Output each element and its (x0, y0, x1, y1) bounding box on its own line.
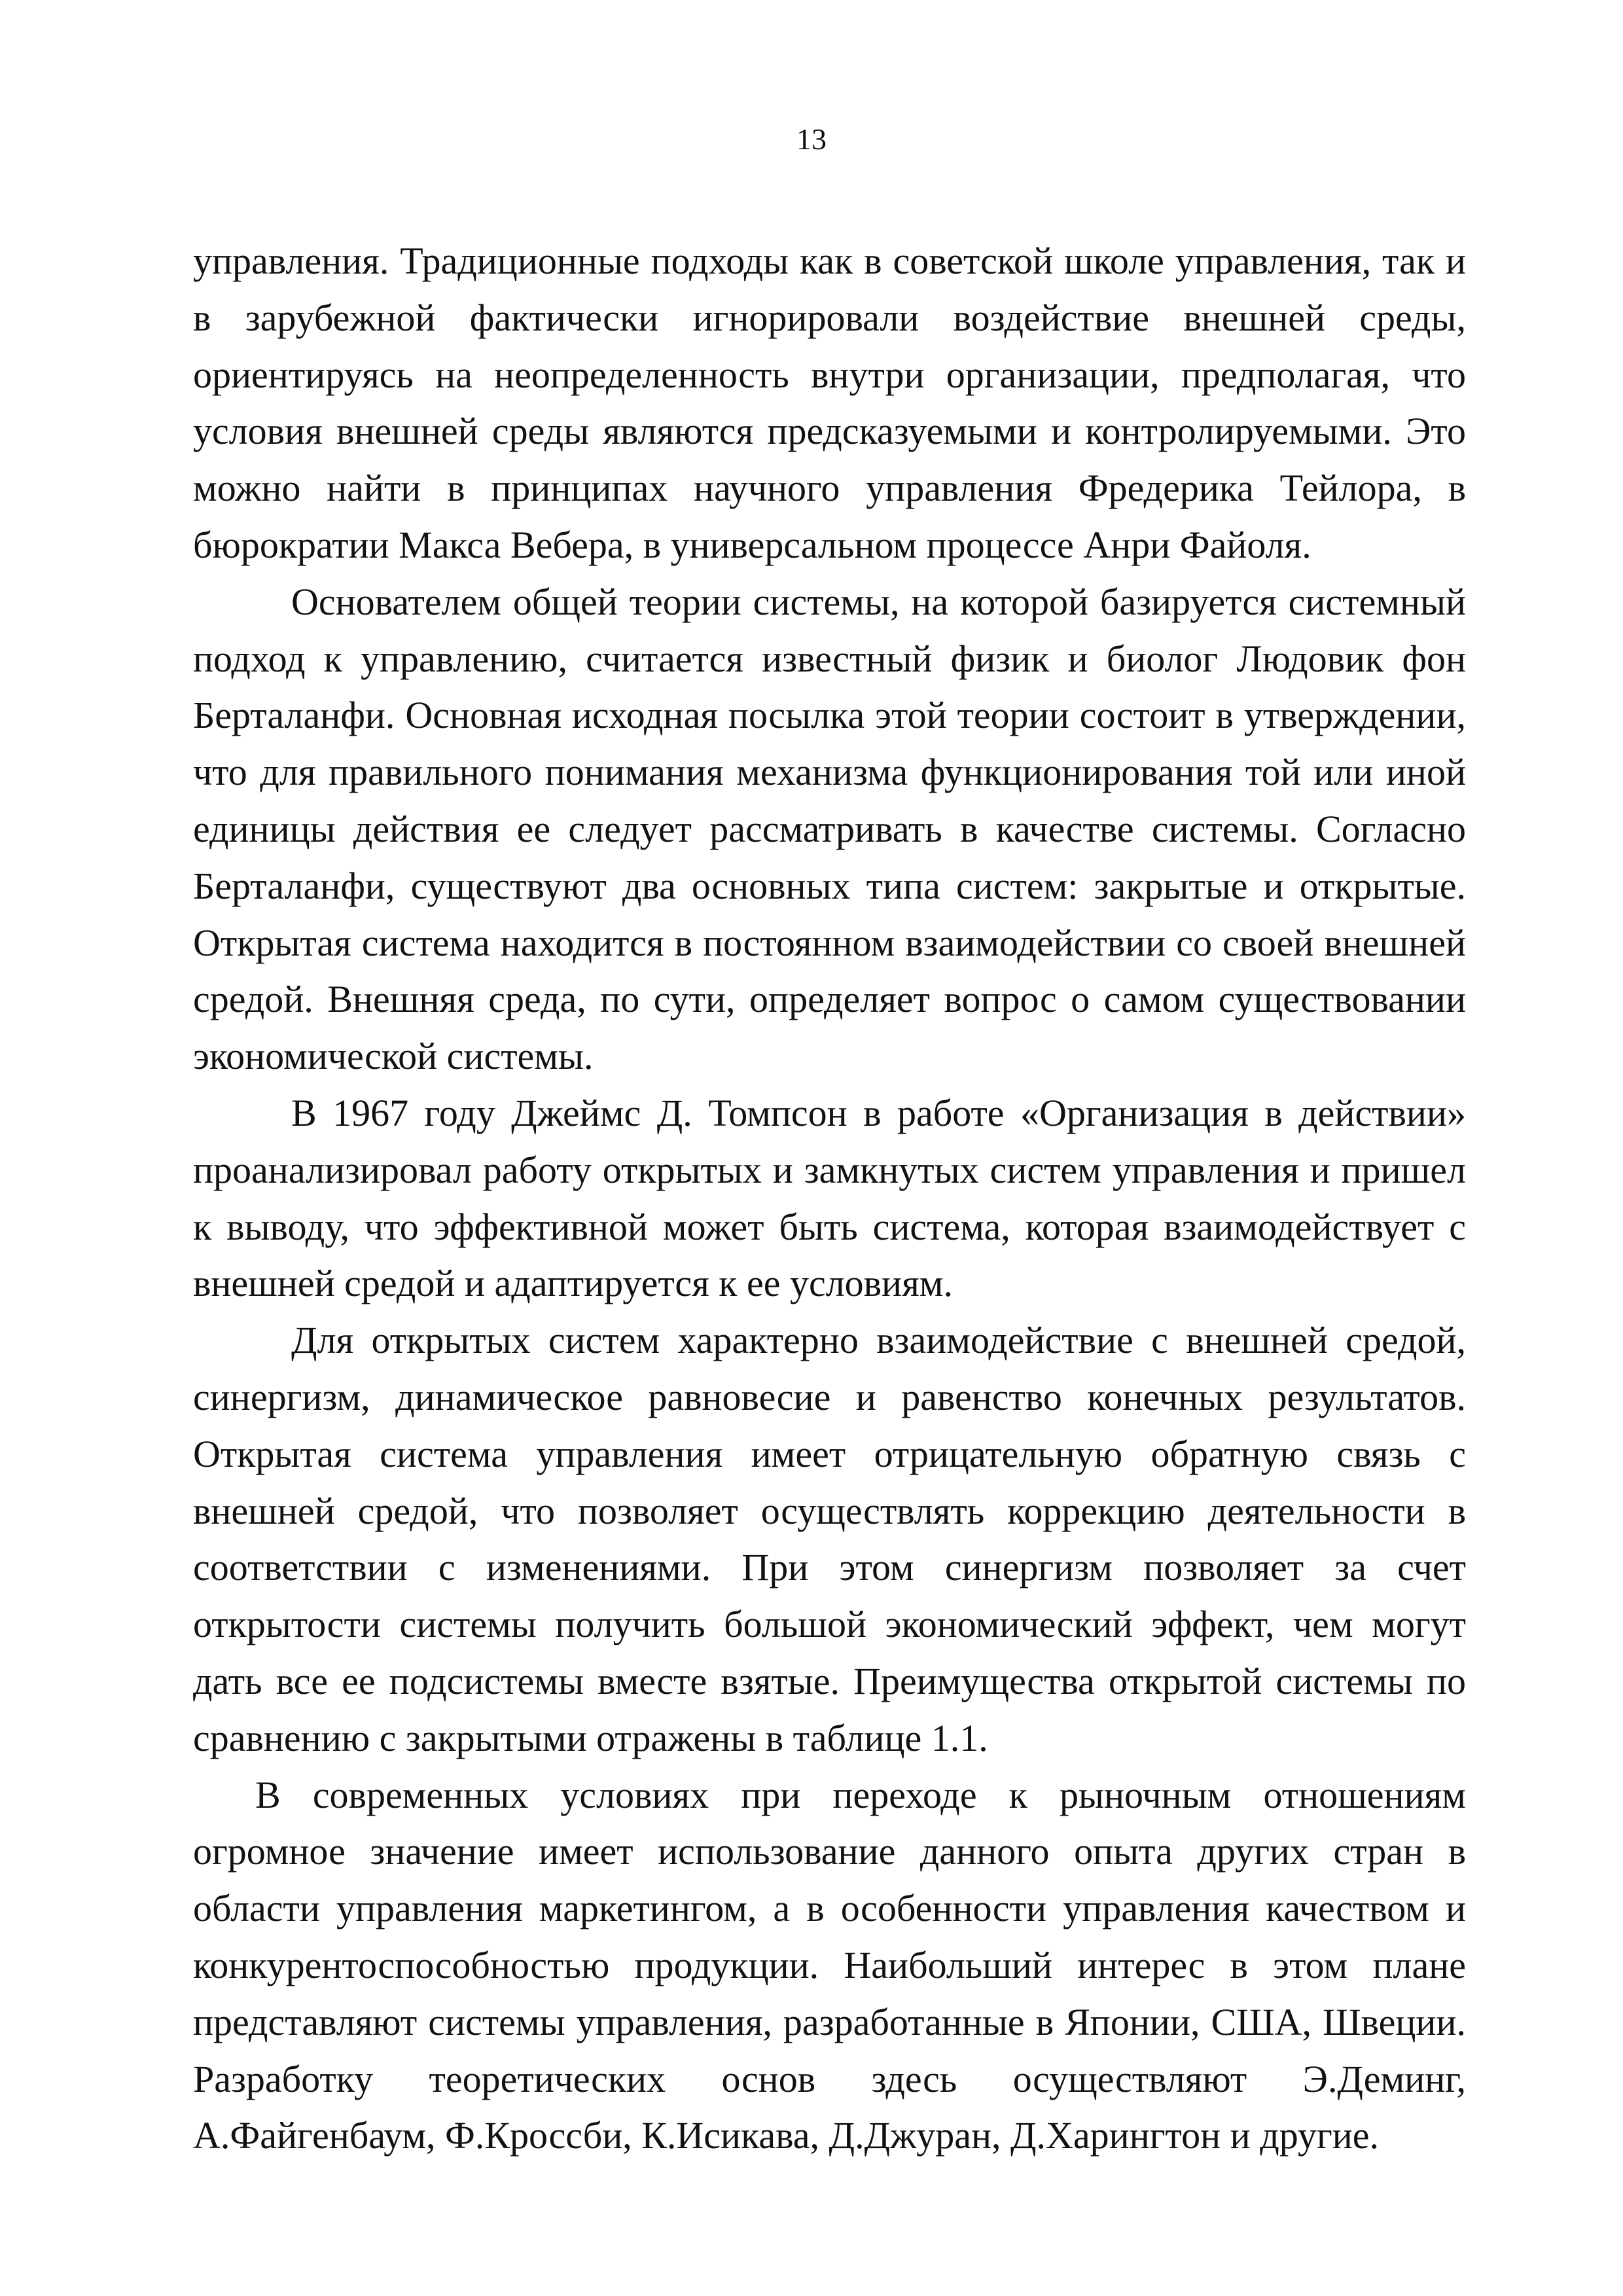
paragraph-4: Для открытых систем характерно взаимодействие с внешней средой, синергизм, динамическое равновесие и равенство конечных результатов. Открытая система управления имеет отрицательную обратную связь с внешней средой, что позволяет осуществлять коррекцию деятельности в соответствии с изменениями. При этом синергизм позволяет за счет открытости системы получить большой экономический эффект, чем могут дать все ее подсистемы вместе взятые. Преимущества открытой системы по сравнению с закрытыми отражены в таблице 1.1. (193, 1319, 1466, 1759)
page-number: 13 (796, 122, 827, 156)
paragraph-1: управления. Традиционные подходы как в советской школе управления, так и в зарубежной фактически игнорировали воздействие внешней среды, ориентируясь на неопределенность внутри организации, предполагая, что условия внешней среды являются предсказуемыми и контролируемыми. Это можно найти в принципах научного управления Фредерика Тейлора, в бюрократии Макса Вебера, в универсальном процессе Анри Файоля. (193, 240, 1466, 566)
paragraph-3: В 1967 году Джеймс Д. Томпсон в работе «Организация в действии» проанализировал работу открытых и замкнутых систем управления и пришел к выводу, что эффективной может быть система, которая взаимодействует с внешней средой и адаптируется к ее условиям. (193, 1091, 1466, 1305)
body-text (193, 233, 1466, 2164)
paragraph-2: Основателем общей теории системы, на которой базируется системный подход к управлению, считается известный физик и биолог Людовик фон Берталанфи. Основная исходная посылка этой теории состоит в утверждении, что для правильного понимания механизма функционирования той или иной единицы действия ее следует рассматривать в качестве системы. Согласно Берталанфи, существуют два основных типа систем: закрытые и открытые. Открытая система находится в постоянном взаимодействии со своей внешней средой. Внешняя среда, по сути, определяет вопрос о самом существовании экономической системы. (193, 580, 1466, 1078)
paragraph-5: В современных условиях при переходе к рыночным отношениям огромное значение имеет использование данного опыта других стран в области управления маркетингом, а в особенности управления качеством и конкурентоспособностью продукции. Наибольший интерес в этом плане представляют системы управления, разработанные в Японии, США, Швеции. Разработку теоретических основ здесь осуществляют Э.Деминг, А.Файгенбаум, Ф.Кроссби, К.Исикава, Д.Джуран, Д.Харингтон и другие. (193, 1773, 1466, 2157)
